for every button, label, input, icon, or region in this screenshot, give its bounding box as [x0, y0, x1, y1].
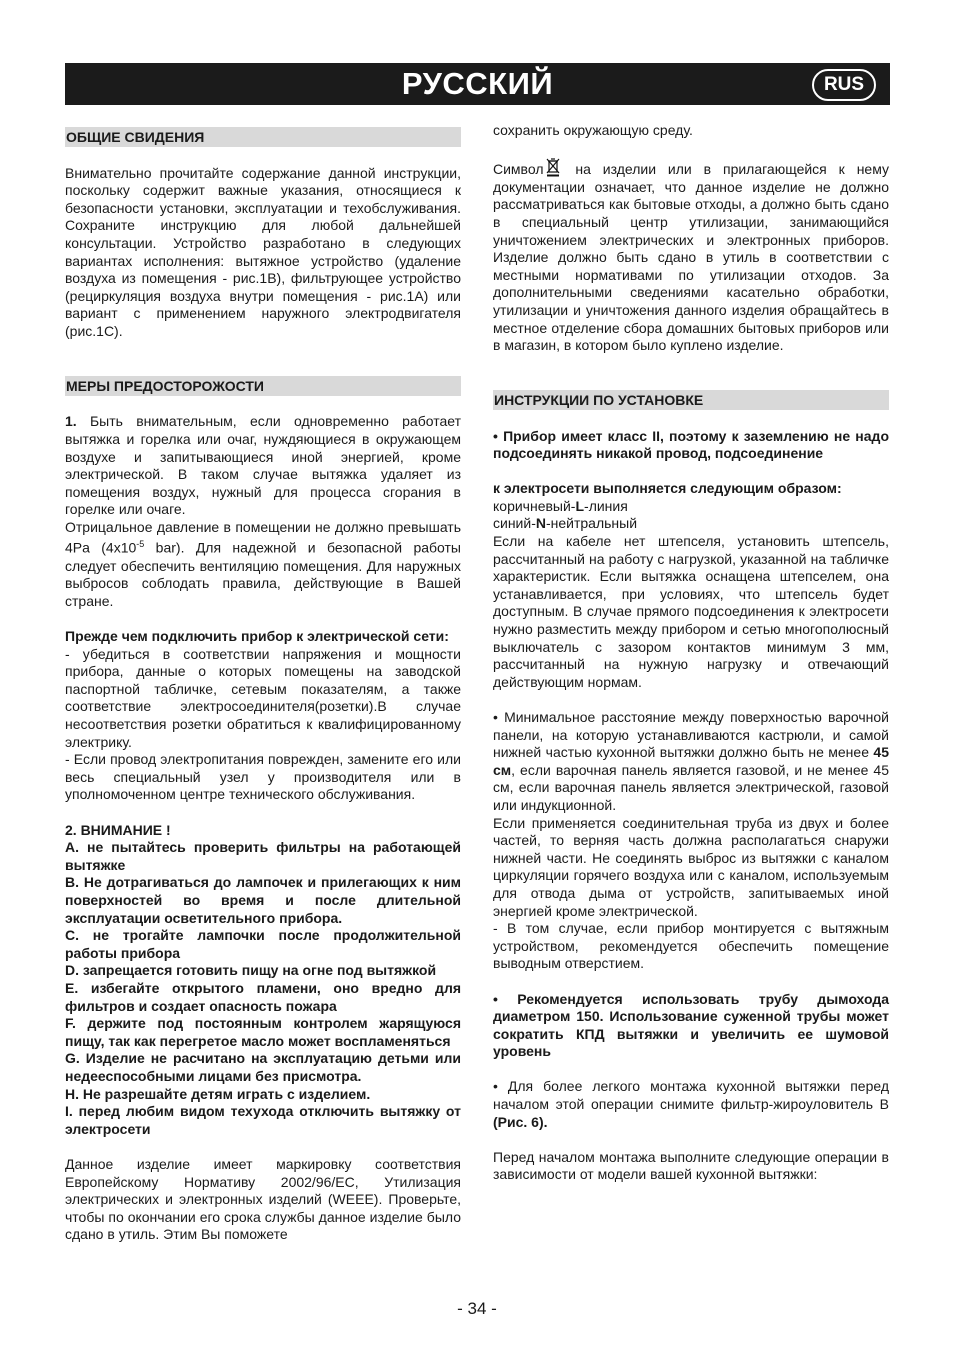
precaution-1-number: 1. — [65, 413, 77, 430]
wire-line-letter: L — [575, 497, 585, 514]
left-column — [65, 127, 461, 1244]
warning-title: 2. ВНИМАНИЕ ! — [65, 821, 171, 838]
section-heading-precautions: МЕРЫ ПРЕДОСТОРОЖОСТИ — [65, 376, 461, 396]
final-text: Перед началом монтажа выполните следующие операции в зависимости от модели вашей кухонной вытяжки: — [493, 1148, 889, 1183]
pressure-note-b: bar). Для надежной и безопасной работы следует обеспечить вентиляцию помещения. Для наружных выбросов соблодать правила, действующие в Вашей стране. — [65, 540, 461, 609]
general-info-text: Внимательно прочитайте содержание данной инструкции, поскольку содержит важные указания, относящиеся к безопасности установки, эксплуатации и техобслуживания. Сохраните инструкцию для любой дальнейшей консультации. Устройство разработано в следующих вариантах исполнения: вытяжное устройство (удаление воздуха из помещения - рис.1В), фильтрующее устройство (рециркуляция воздуха внутри помещения - рис.1А) или вариант с применением наружного электродвигателя (рис.1С). — [65, 164, 461, 339]
warning-item: H. Не разрешайте детям играть с изделием. — [65, 1085, 371, 1102]
pressure-note — [65, 519, 461, 611]
section-heading-installation: ИНСТРУКЦИИ ПО УСТАНОВКЕ — [493, 390, 889, 410]
precaution-1-text: Быть внимательным, если одновременно работает вытяжка и горелка или очаг, нуждяющиеся в окружающем воздухе и запитывающиеся иной энергией, кроме электрической. В таком случае вытяжка удаляет из помещения воздух, нужный для процесса сгорания в горелке или очаге. — [65, 413, 461, 518]
electrical-item-2: - Если провод электропитания поврежден, замените его или весь специальный узел у производителя или в уполномоченном центре технического обслуживания. — [65, 751, 461, 803]
filter-note-a: • Для более легкого монтажа кухонной вытяжки перед началом этой операции снимите фильтр-жироуловитель B — [493, 1078, 889, 1113]
distance-note-c: , если варочная панель является газовой, и не менее 45 см, если варочная панель является электрической, газовой или индукционной. — [493, 761, 889, 813]
filter-note — [493, 1078, 889, 1131]
language-badge: RUS — [812, 69, 876, 101]
symbol-text: на изделии или в прилагающейся к нему документации означает, что данное изделие не должно рассматриваться как бытовые отходы, а должно быть сдано в специальный центр утилизации, занимающийся уничтожением электрических и электронных приборов. Изделие должно быть сдано в утиль в соответствии с местными нормативами по утилизации отходов. За дополнительными сведениями касательно обработки, утилизации и уничтожения данного изделия обращайтесь в местное отделение сбора домашних бытовых приборов или в магазин, в котором было куплено изделие. — [493, 161, 889, 354]
distance-note — [493, 709, 889, 815]
warning-item: C. не трогайте лампочки после продолжительной работы прибора — [65, 927, 461, 961]
weee-text: Данное изделие имеет маркировку соответствия Европейскому Нормативу 2002/96/EC, Утилизация электрических и электронных изделий (WEEE). Проверьте, чтобы по окончании его срока службы данное изделие было сдано в утиль. Этим Вы поможете — [65, 1155, 461, 1243]
crossed-bin-icon — [546, 157, 560, 177]
warning-item: E. избегайте открытого пламени, оно вредно для фильтров и создает опасность пожара — [65, 979, 461, 1014]
flue-note: • Рекомендуется использовать трубу дымохода диаметром 150. Использование суженной трубы может сократить КПД вытяжки и увеличить ее шумовой уровень — [493, 990, 889, 1060]
language-banner — [65, 63, 890, 105]
pipe-text: Если применяется соединительная труба из двух и более частей, то верняя часть должна располагаться снаружи нижней части. Не соединять выброс из вытяжки с каналом циркуляции горячего воздуха или с каналом, используемым для отвода дыма от устройств, запитываемых иной энергией кроме электрической. — [493, 814, 889, 919]
warning-item: A. не пытайтесь проверить фильтры на работающей вытяжке — [65, 839, 461, 873]
symbol-word: Символ — [493, 161, 544, 178]
wire-neutral — [493, 515, 889, 533]
warning-item: D. запрещается готовить пищу на огне под вытяжкой — [65, 962, 437, 979]
filter-figure-ref: (Рис. 6). — [493, 1113, 548, 1130]
wire-neutral-letter: N — [535, 515, 546, 532]
electrical-item-1: - убедиться в соответствии напряжения и мощности прибора, данные о которых помещены на заводской паспортной табличке, сетевым показателям, а также соответствие электросоединителя(розетки).В случае несоответствия розетки обратиться к квалифицированному электрику. — [65, 645, 461, 750]
warning-item: B. Не дотрагиваться до лампочек и прилегающих к ним поверхностей во время и после длительной эксплуатации осветительного прибора. — [65, 874, 461, 926]
warning-item: I. перед любим видом техухода отключить вытяжку от электросети — [65, 1103, 461, 1137]
language-title: РУССКИЙ — [401, 66, 554, 101]
wire-line-color: коричневый- — [493, 497, 576, 514]
pressure-exponent: -5 — [136, 539, 145, 550]
wire-line-role: -линия — [584, 497, 628, 514]
class-ii-note: • Прибор имеет класс II, поэтому к заземлению не надо подсоединять никакой провод, подсоединение — [493, 427, 889, 462]
exhaust-text: - В том случае, если прибор монтируется с вытяжным устройством, рекомендуется обеспечить помещение выводным отверстием. — [493, 920, 889, 972]
connection-heading: к электросети выполняется следующим образом: — [493, 480, 842, 497]
wire-line — [493, 498, 889, 516]
precaution-1 — [65, 413, 461, 519]
weee-continuation: сохранить окружающую среду. — [493, 122, 693, 138]
warning-item: F. держите под постоянным контролем жарящуюся пищу, так как перегретое масло может воспламеняться — [65, 1015, 461, 1049]
distance-value: 45 см — [493, 744, 889, 778]
electrical-heading: Прежде чем подключить прибор к электрической сети: — [65, 628, 449, 645]
right-column — [493, 122, 889, 1184]
section-heading-general: ОБЩИЕ СВИДЕНИЯ — [65, 127, 461, 147]
distance-note-a: • Минимальное расстояние между поверхностью варочной панели, на которую устанавливаются кастрюли, и самой нижней частью кухонной вытяжки должно быть не менее — [493, 709, 889, 761]
wire-neutral-role: -нейтральный — [545, 515, 638, 532]
plug-text: Если на кабеле нет штепселя, установить штепсель, рассчитанный на работу с нагрузкой, указанной на табличке характеристик. Если вытяжка оснащена штепселем, она устанавливается, при условиях, что штепсель будет доступным. В случае прямого подсоединения к электросети нужно разместить между прибором и сетью многополюсный выключатель с зазором контактов минимум 3 мм, рассчитанный на нужную нагрузку и отвечающий действующим нормам. — [493, 533, 889, 690]
page-number: - 34 - — [457, 1299, 497, 1318]
warning-item: G. Изделие не расчитано на эксплуатацию детьми или недееспособными лицами без присмотра. — [65, 1050, 461, 1084]
pressure-note-a: Отрицальное давление в помещении не должно превышать 4Pa (4x10 — [65, 518, 461, 557]
symbol-paragraph — [493, 157, 889, 355]
wire-neutral-color: синий- — [493, 515, 536, 532]
